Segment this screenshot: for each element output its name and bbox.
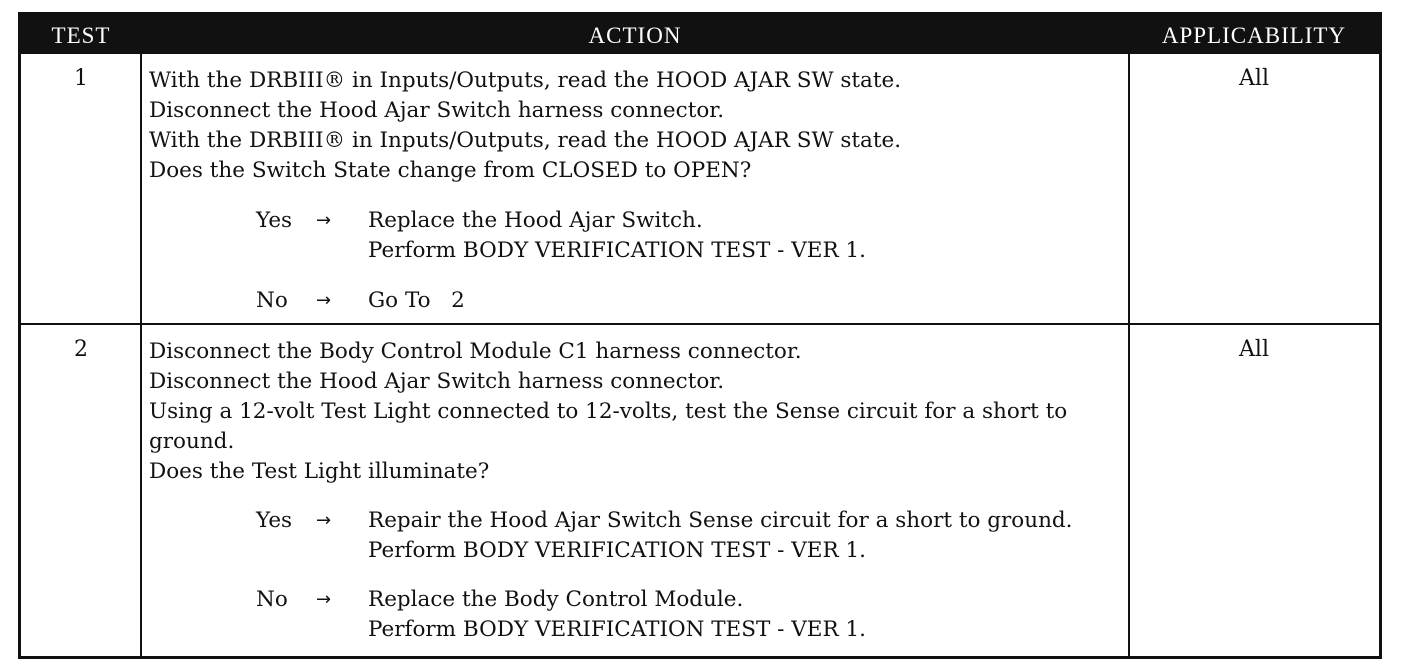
yes-outcome xyxy=(256,206,1123,236)
outcome-text: Perform BODY VERIFICATION TEST - VER 1. xyxy=(368,617,867,642)
no-outcome xyxy=(256,286,1123,316)
arrow-right-icon: → xyxy=(316,210,332,231)
action-step: With the DRBIII® in Inputs/Outputs, read the HOOD AJAR SW state. xyxy=(149,128,902,153)
outcome-text: Perform BODY VERIFICATION TEST - VER 1. xyxy=(368,538,867,563)
outcome-text: Go To 2 xyxy=(368,288,465,313)
action-step: Using a 12-volt Test Light connected to 12-volts, test the Sense circuit for a short to ground. xyxy=(149,399,1068,454)
outcome-text: Replace the Body Control Module. xyxy=(368,587,744,612)
table-row-2 xyxy=(21,325,1379,656)
column-divider xyxy=(1128,54,1130,656)
no-outcome xyxy=(256,585,1123,615)
yes-outcome xyxy=(256,506,1123,536)
action-question: Does the Switch State change from CLOSED to OPEN? xyxy=(149,158,752,183)
yes-outcome-continued xyxy=(256,236,1123,266)
outcome-text: Repair the Hood Ajar Switch Sense circuit for a short to ground. xyxy=(368,508,1073,533)
header-action: ACTION xyxy=(588,23,682,48)
table-row-1 xyxy=(21,54,1379,325)
action-cell xyxy=(149,337,1123,645)
action-step: Disconnect the Body Control Module C1 harness connector. xyxy=(149,339,802,364)
test-number: 1 xyxy=(74,66,88,91)
yes-label: Yes xyxy=(256,508,293,533)
no-label: No xyxy=(256,288,288,313)
outcome-text: Replace the Hood Ajar Switch. xyxy=(368,208,703,233)
yes-outcome-continued xyxy=(256,536,1123,566)
outcome-text: Perform BODY VERIFICATION TEST - VER 1. xyxy=(368,238,867,263)
test-number: 2 xyxy=(74,337,88,362)
no-label: No xyxy=(256,587,288,612)
column-divider xyxy=(140,54,142,656)
arrow-right-icon: → xyxy=(316,510,332,531)
diagnostic-test-table xyxy=(18,12,1382,659)
header-applicability: APPLICABILITY xyxy=(1161,23,1347,48)
action-step: Disconnect the Hood Ajar Switch harness connector. xyxy=(149,369,725,394)
action-question: Does the Test Light illuminate? xyxy=(149,459,490,484)
arrow-right-icon: → xyxy=(316,290,332,311)
yes-label: Yes xyxy=(256,208,293,233)
action-cell xyxy=(149,66,1123,316)
action-step: With the DRBIII® in Inputs/Outputs, read the HOOD AJAR SW state. xyxy=(149,68,902,93)
header-test: TEST xyxy=(51,23,111,48)
applicability-value: All xyxy=(1239,337,1269,362)
table-header xyxy=(21,15,1379,54)
action-step: Disconnect the Hood Ajar Switch harness connector. xyxy=(149,98,725,123)
no-outcome-continued xyxy=(256,615,1123,645)
arrow-right-icon: → xyxy=(316,589,332,610)
applicability-value: All xyxy=(1239,66,1269,91)
